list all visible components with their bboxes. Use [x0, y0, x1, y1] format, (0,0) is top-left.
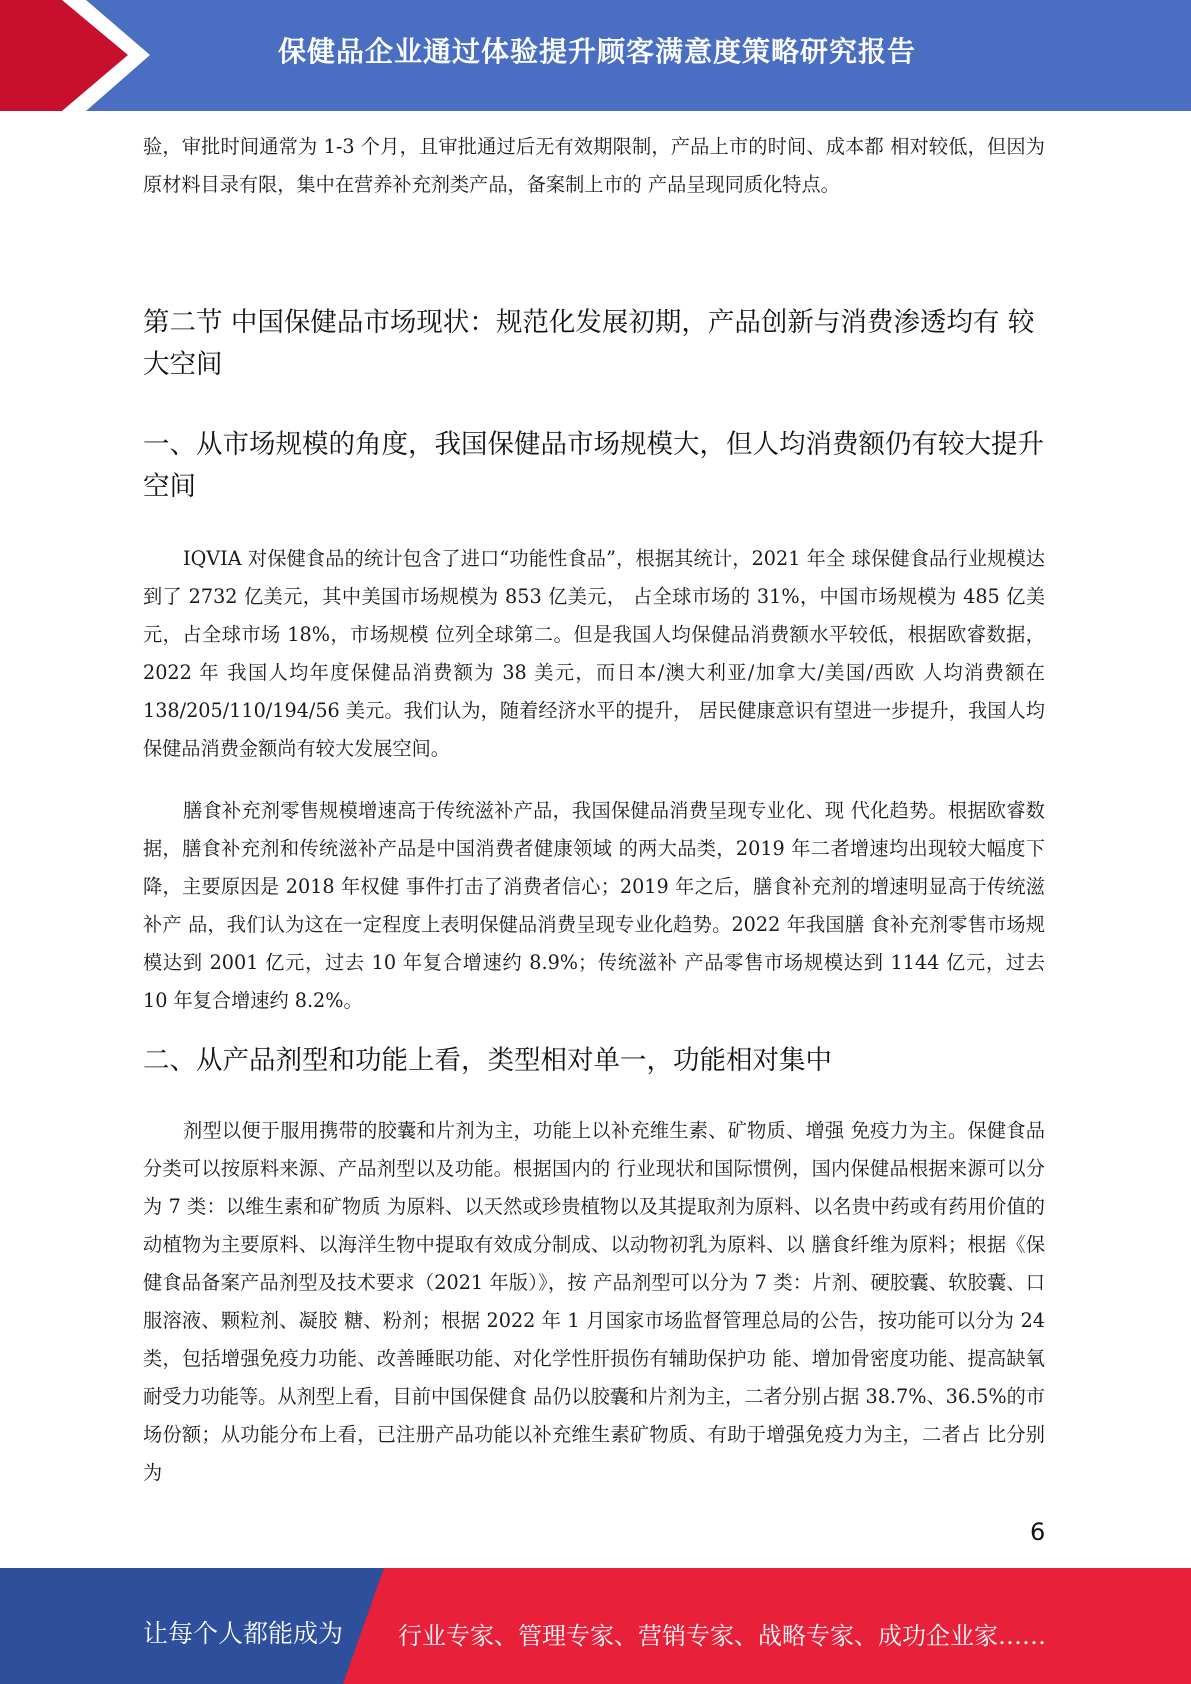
paragraph-dosage-forms: 剂型以便于服用携带的胶囊和片剂为主，功能上以补充维生素、矿物质、增强 免疫力为主。保健食品分类可以按原料来源、产品剂型以及功能。根据国内的 行业现状和国际惯例，国内保健品根据来源可以分为 7 类：以维生素和矿物质 为原料、以天然或珍贵植物以及其提取剂为原料、以名贵中药或有药用价值的 动植物为主要原料、以海洋生物中提取有效成分制成、以动物初乳为原料、以 膳食纤维为原料；根据《保健食品备案产品剂型及技术要求（2021 年版）》，按 产品剂型可以分为 7 类：片剂、硬胶囊、软胶囊、口服溶液、颗粒剂、凝胶 糖、粉剂；根据 2022 年 1 月国家市场监督管理总局的公告，按功能可以分为 24 类，包括增强免疫力功能、改善睡眠功能、对化学性肝损伤有辅助保护功 能、增加骨密度功能、提高缺氧耐受力功能等。从剂型上看，目前中国保健食 品仍以胶囊和片剂为主，二者分别占据 38.7%、36.5%的市场份额；从功能分布上看，已注册产品功能以补充维生素矿物质、有助于增强免疫力为主，二者占 比分别为	[143, 1119, 1045, 1484]
page-content	[143, 128, 1045, 1492]
header-red-arrow-decoration	[0, 0, 150, 111]
section-heading: 第二节 中国保健品市场现状：规范化发展初期，产品创新与消费渗透均有 较大空间	[143, 307, 1035, 380]
footer-slogan-left: 让每个人都能成为	[143, 1619, 344, 1648]
paragraph-supplement-growth: 膳食补充剂零售规模增速高于传统滋补产品，我国保健品消费呈现专业化、现 代化趋势。根据欧睿数据，膳食补充剂和传统滋补产品是中国消费者健康领域 的两大品类，2019 年二者增速均出现较大幅度下降，主要原因是 2018 年权健 事件打击了消费者信心；2019 年之后，膳食补充剂的增速明显高于传统滋补产 品，我们认为这在一定程度上表明保健品消费呈现专业化趋势。2022 年我国膳 食补充剂零售市场规模达到 2001 亿元，过去 10 年复合增速约 8.9%；传统滋补 产品零售市场规模达到 1144 亿元，过去 10 年复合增速约 8.2%。	[143, 799, 1045, 1012]
paragraph-market-size: IQVIA 对保健食品的统计包含了进口“功能性食品”，根据其统计，2021 年全 球保健食品行业规模达到了 2732 亿美元，其中美国市场规模为 853 亿美元， 占全球市场的 31%，中国市场规模为 485 亿美元，占全球市场 18%，市场规模 位列全球第二。但是我国人均保健品消费额水平较低，根据欧睿数据，2022 年 我国人均年度保健品消费额为 38 美元，而日本/澳大利亚/加拿大/美国/西欧 人均消费额在 138/205/110/194/56 美元。我们认为，随着经济水平的提升， 居民健康意识有望进一步提升，我国人均保健品消费金额尚有较大发展空间。	[143, 547, 1045, 760]
footer-slogan-right: 行业专家、管理专家、营销专家、战略专家、成功企业家……	[398, 1622, 1046, 1650]
page-header	[0, 0, 1191, 111]
report-title: 保健品企业通过体验提升顾客满意度策略研究报告	[278, 35, 917, 68]
paragraph-continuation: 验，审批时间通常为 1-3 个月，且审批通过后无有效期限制，产品上市的时间、成本都 相对较低，但因为原材料目录有限，集中在营养补充剂类产品，备案制上市的 产品呈现同质化特点。	[143, 135, 1045, 196]
subsection-heading-1: 一、从市场规模的角度，我国保健品市场规模大，但人均消费额仍有较大提升 空间	[143, 429, 1044, 502]
page-footer	[0, 1568, 1191, 1684]
subsection-heading-2: 二、从产品剂型和功能上看，类型相对单一，功能相对集中	[143, 1045, 832, 1076]
page-number: 6	[1030, 1518, 1046, 1546]
